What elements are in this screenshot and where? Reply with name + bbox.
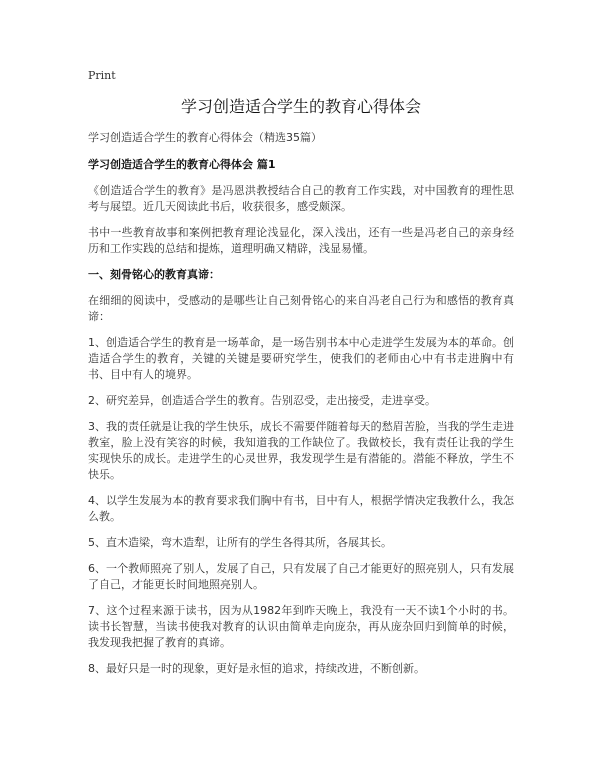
list-item: 7、这个过程来源于读书，因为从1982年到昨天晚上，我没有一天不读1个小时的书。读书长智慧，当读书使我对教育的认识由简单走向庞杂，再从庞杂回归到简单的时候，我发现我把握了教育的真谛。 xyxy=(88,604,514,649)
list-item: 1、创造适合学生的教育是一场革命，是一场告别书本中心走进学生发展为本的革命。创造适合学生的教育，关键的关键是要研究学生，使我们的老师由心中有书走进胸中有书、目中有人的境界。 xyxy=(88,336,514,381)
list-item: 6、一个教师照亮了别人，发展了自己，只有发展了自己才能更好的照亮别人，只有发展了自己，才能更长时间地照亮别人。 xyxy=(88,562,514,591)
subheading: 一、刻骨铭心的教育真谛： xyxy=(88,268,220,281)
list-item: 2、研究差异，创造适合学生的教育。告别忍受，走出接受，走进享受。 xyxy=(88,394,436,407)
paragraph: 《创造适合学生的教育》是冯恩洪教授结合自己的教育工作实践，对中国教育的理性思考与展望。近几天阅读此书后，收获很多，感受颇深。 xyxy=(88,184,514,213)
page-title: 学习创造适合学生的教育心得体会 xyxy=(180,97,421,116)
list-item: 5、直木造梁，弯木造犁，让所有的学生各得其所，各展其长。 xyxy=(88,536,392,549)
paragraph: 书中一些教育故事和案例把教育理论浅显化，深入浅出，还有一些是冯老自己的亲身经历和工作实践的总结和提炼，道理明确又精辟，浅显易懂。 xyxy=(88,226,514,255)
paragraph: 在细细的阅读中，受感动的是哪些让自己刻骨铭心的来自冯老自己行为和感悟的教育真谛： xyxy=(88,294,514,323)
document-subtitle: 学习创造适合学生的教育心得体会（精选35篇） xyxy=(88,131,322,144)
list-item: 8、最好只是一时的现象，更好是永恒的追求，持续改进，不断创新。 xyxy=(88,662,425,675)
section-title: 学习创造适合学生的教育心得体会 篇1 xyxy=(88,158,276,171)
document-page xyxy=(88,68,514,677)
print-link[interactable]: Print xyxy=(88,69,116,82)
list-item: 3、我的责任就是让我的学生快乐，成长不需要伴随着每天的愁眉苦脸，当我的学生走进教室，脸上没有笑容的时候，我知道我的工作缺位了。我做校长，我有责任让我的学生实现快乐的成长。走进学生的心灵世界，我发现学生是有潜能的。潜能不释放，学生不快乐。 xyxy=(88,420,514,481)
list-item: 4、以学生发展为本的教育要求我们胸中有书，目中有人，根据学情决定我教什么，我怎么教。 xyxy=(88,494,514,523)
